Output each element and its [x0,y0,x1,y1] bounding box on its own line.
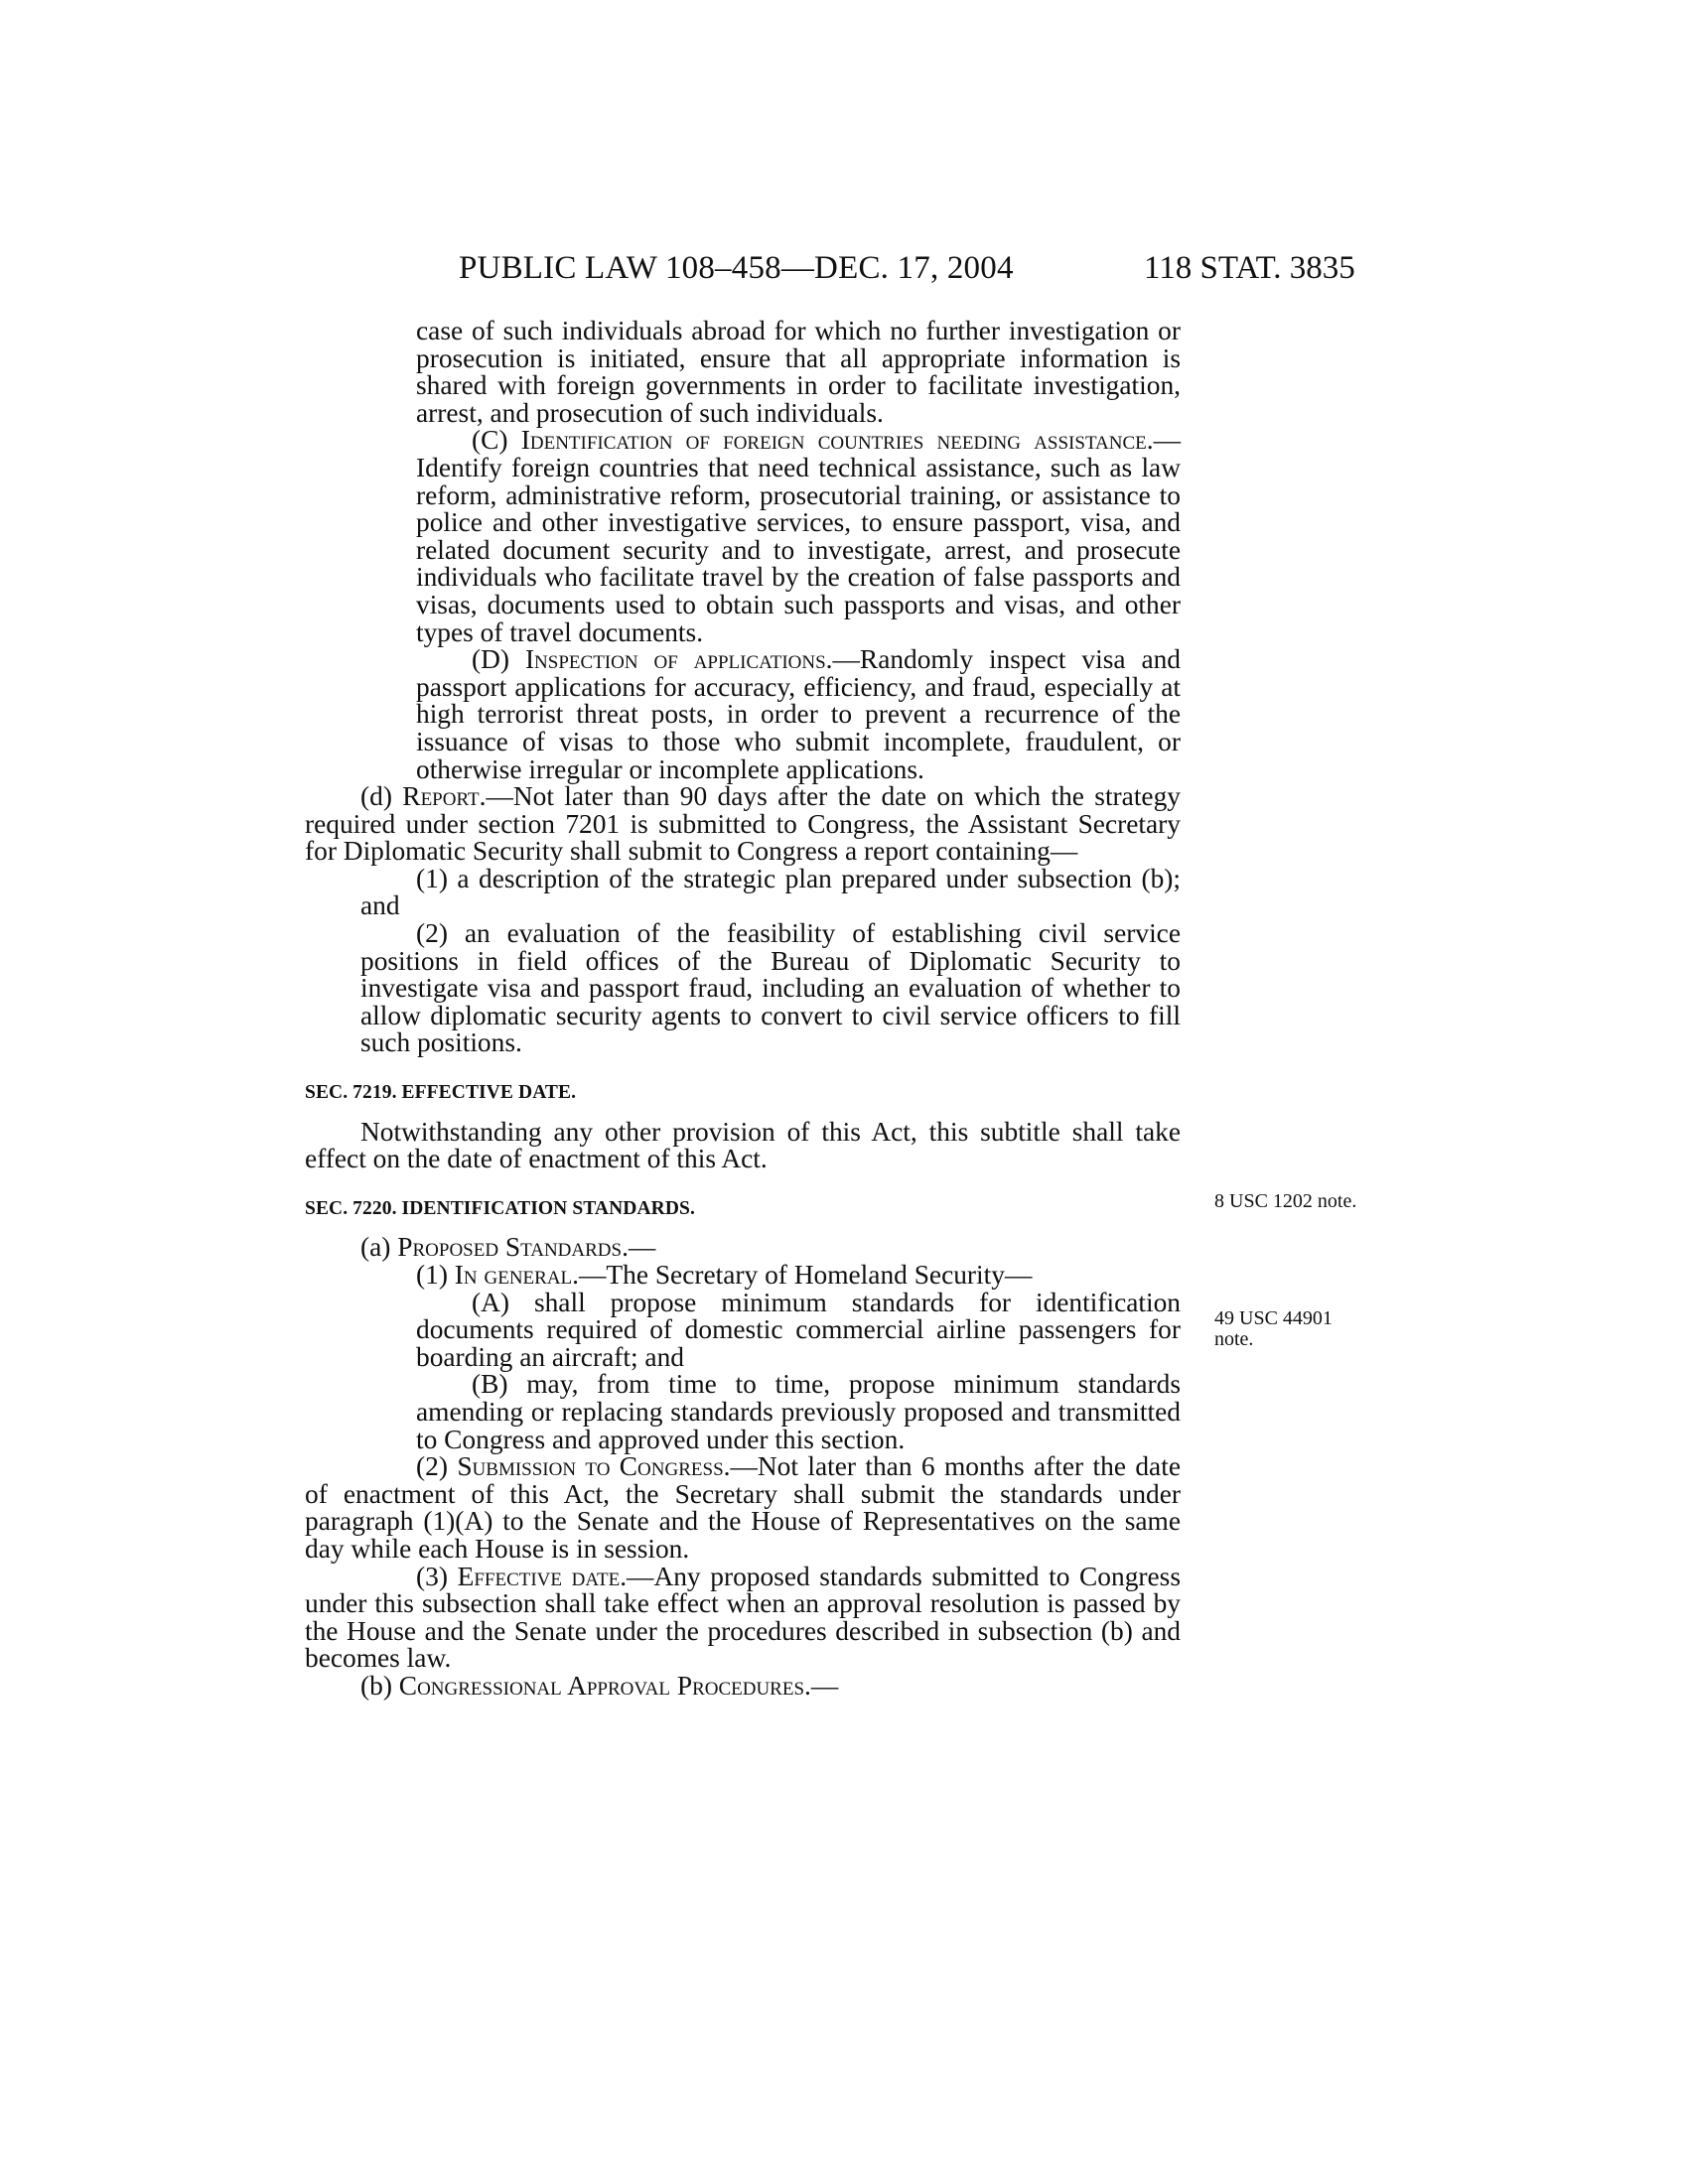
margin-note-line: note. [1214,1328,1254,1350]
paragraph-continuation: case of such individuals abroad for which no further investigation or prosecution is initiated, ensure that all appropriate information is shared with foreign governments in order to facilitate investigation, arrest, and prosecution of such individuals. [416,316,1181,428]
margin-note-8usc1202: 8 USC 1202 note. [1214,1190,1357,1212]
statute-body [305,318,1181,1701]
subsection-text: — [810,1670,839,1701]
subsection-heading: Proposed Standards. [397,1232,629,1263]
subsection-text: — [628,1232,656,1263]
paragraph-a-3 [305,1561,1181,1674]
subsection-a [305,1234,1181,1262]
paragraph-heading: Submission to Congress. [457,1451,731,1482]
section-7219-heading: SEC. 7219. EFFECTIVE DATE. [305,1082,577,1104]
subsection-label: (b) [360,1670,399,1701]
section-7220-heading: SEC. 7220. IDENTIFICATION STANDARDS. [305,1197,695,1219]
subsection-heading: Congressional Approval Procedures. [398,1670,811,1701]
running-header-title: PUBLIC LAW 108–458—DEC. 17, 2004 [459,250,1014,286]
subparagraph-b: (B) may, from time to time, propose minimum standards amending or replacing standards previously proposed and transmitted to Congress and approved under this section. [416,1369,1181,1454]
paragraph-2: (2) an evaluation of the feasibility of establishing civil service positions in field offices of the Bureau of Diplomatic Security to investigate visa and passport fraud, including an evaluation of whether to allow diplomatic security agents to convert to civil service officers to fill such positions. [360,918,1181,1058]
subparagraph-label: (D) [472,644,525,675]
subparagraph-text: —Randomly inspect visa and passport applications for accuracy, efficiency, and fraud, especially at high terrorist threat posts, in order to prevent a recurrence of the issuance of visas to those who submit incomplete, fraudulent, or otherwise irregular or incomplete applications. [416,644,1182,784]
running-header-page: 118 STAT. 3835 [1144,250,1355,286]
margin-note-49usc44901 [1214,1308,1393,1350]
paragraph-label: (3) [416,1561,458,1591]
section-7219-text: Notwithstanding any other provision of this Act, this subtitle shall take effect on the date of enactment of this Act. [305,1116,1181,1174]
paragraph-heading: In general. [454,1260,579,1290]
paragraph-label: (1) [416,1260,455,1290]
paragraph-text: —Not later than 6 months after the date of enactment of this Act, the Secretary shall submit the standards under paragraph (1)(A) to the Senate and the House of Representatives on the same day while each House is in session. [305,1451,1181,1564]
margin-note-line: 49 USC 44901 [1214,1307,1333,1329]
subsection-b [305,1670,1181,1701]
subparagraph-d [305,646,1181,783]
paragraph-heading: Effective date. [457,1561,628,1591]
subparagraph-heading: Identification of foreign countries needing assistance. [520,425,1154,456]
subsection-text: —Not later than 90 days after the date on which the strategy required under section 7201 is submitted to Congress, the Assistant Secretary for Diplomatic Security shall submit to Congress a report containing— [305,781,1181,867]
subparagraph-heading: Inspection of applications. [524,644,833,675]
paragraph-a-2 [305,1453,1181,1563]
subparagraph-label: (C) [472,425,521,456]
subsection-d-report [305,783,1181,866]
paragraph-text: —Any proposed standards submitted to Congress under this subsection shall take effect when an approval resolution is passed by the House and the Senate under the procedures described in subsection (b) and becomes law. [305,1561,1181,1674]
subparagraph-c [305,427,1181,646]
subparagraph-text: —Identify foreign countries that need technical assistance, such as law reform, administrative reform, prosecutorial training, or assistance to police and other investigative services, to ensure passport, visa, and related document security and to investigate, arrest, and prosecute individuals who facilitate travel by the creation of false passports and visas, documents used to obtain such passports and visas, and other types of travel documents. [416,425,1181,647]
paragraph-text: —The Secretary of Homeland Security— [579,1260,1033,1290]
paragraph-1: (1) a description of the strategic plan prepared under subsection (b); and [360,863,1181,921]
paragraph-label: (2) [416,1451,458,1482]
paragraph-a-1 [305,1262,1181,1290]
subparagraph-a: (A) shall propose minimum standards for identification documents required of domestic commercial airline passengers for boarding an aircraft; and [416,1287,1181,1372]
subsection-label: (d) [360,781,403,812]
subsection-heading: Report. [402,781,487,812]
subsection-label: (a) [360,1232,398,1263]
